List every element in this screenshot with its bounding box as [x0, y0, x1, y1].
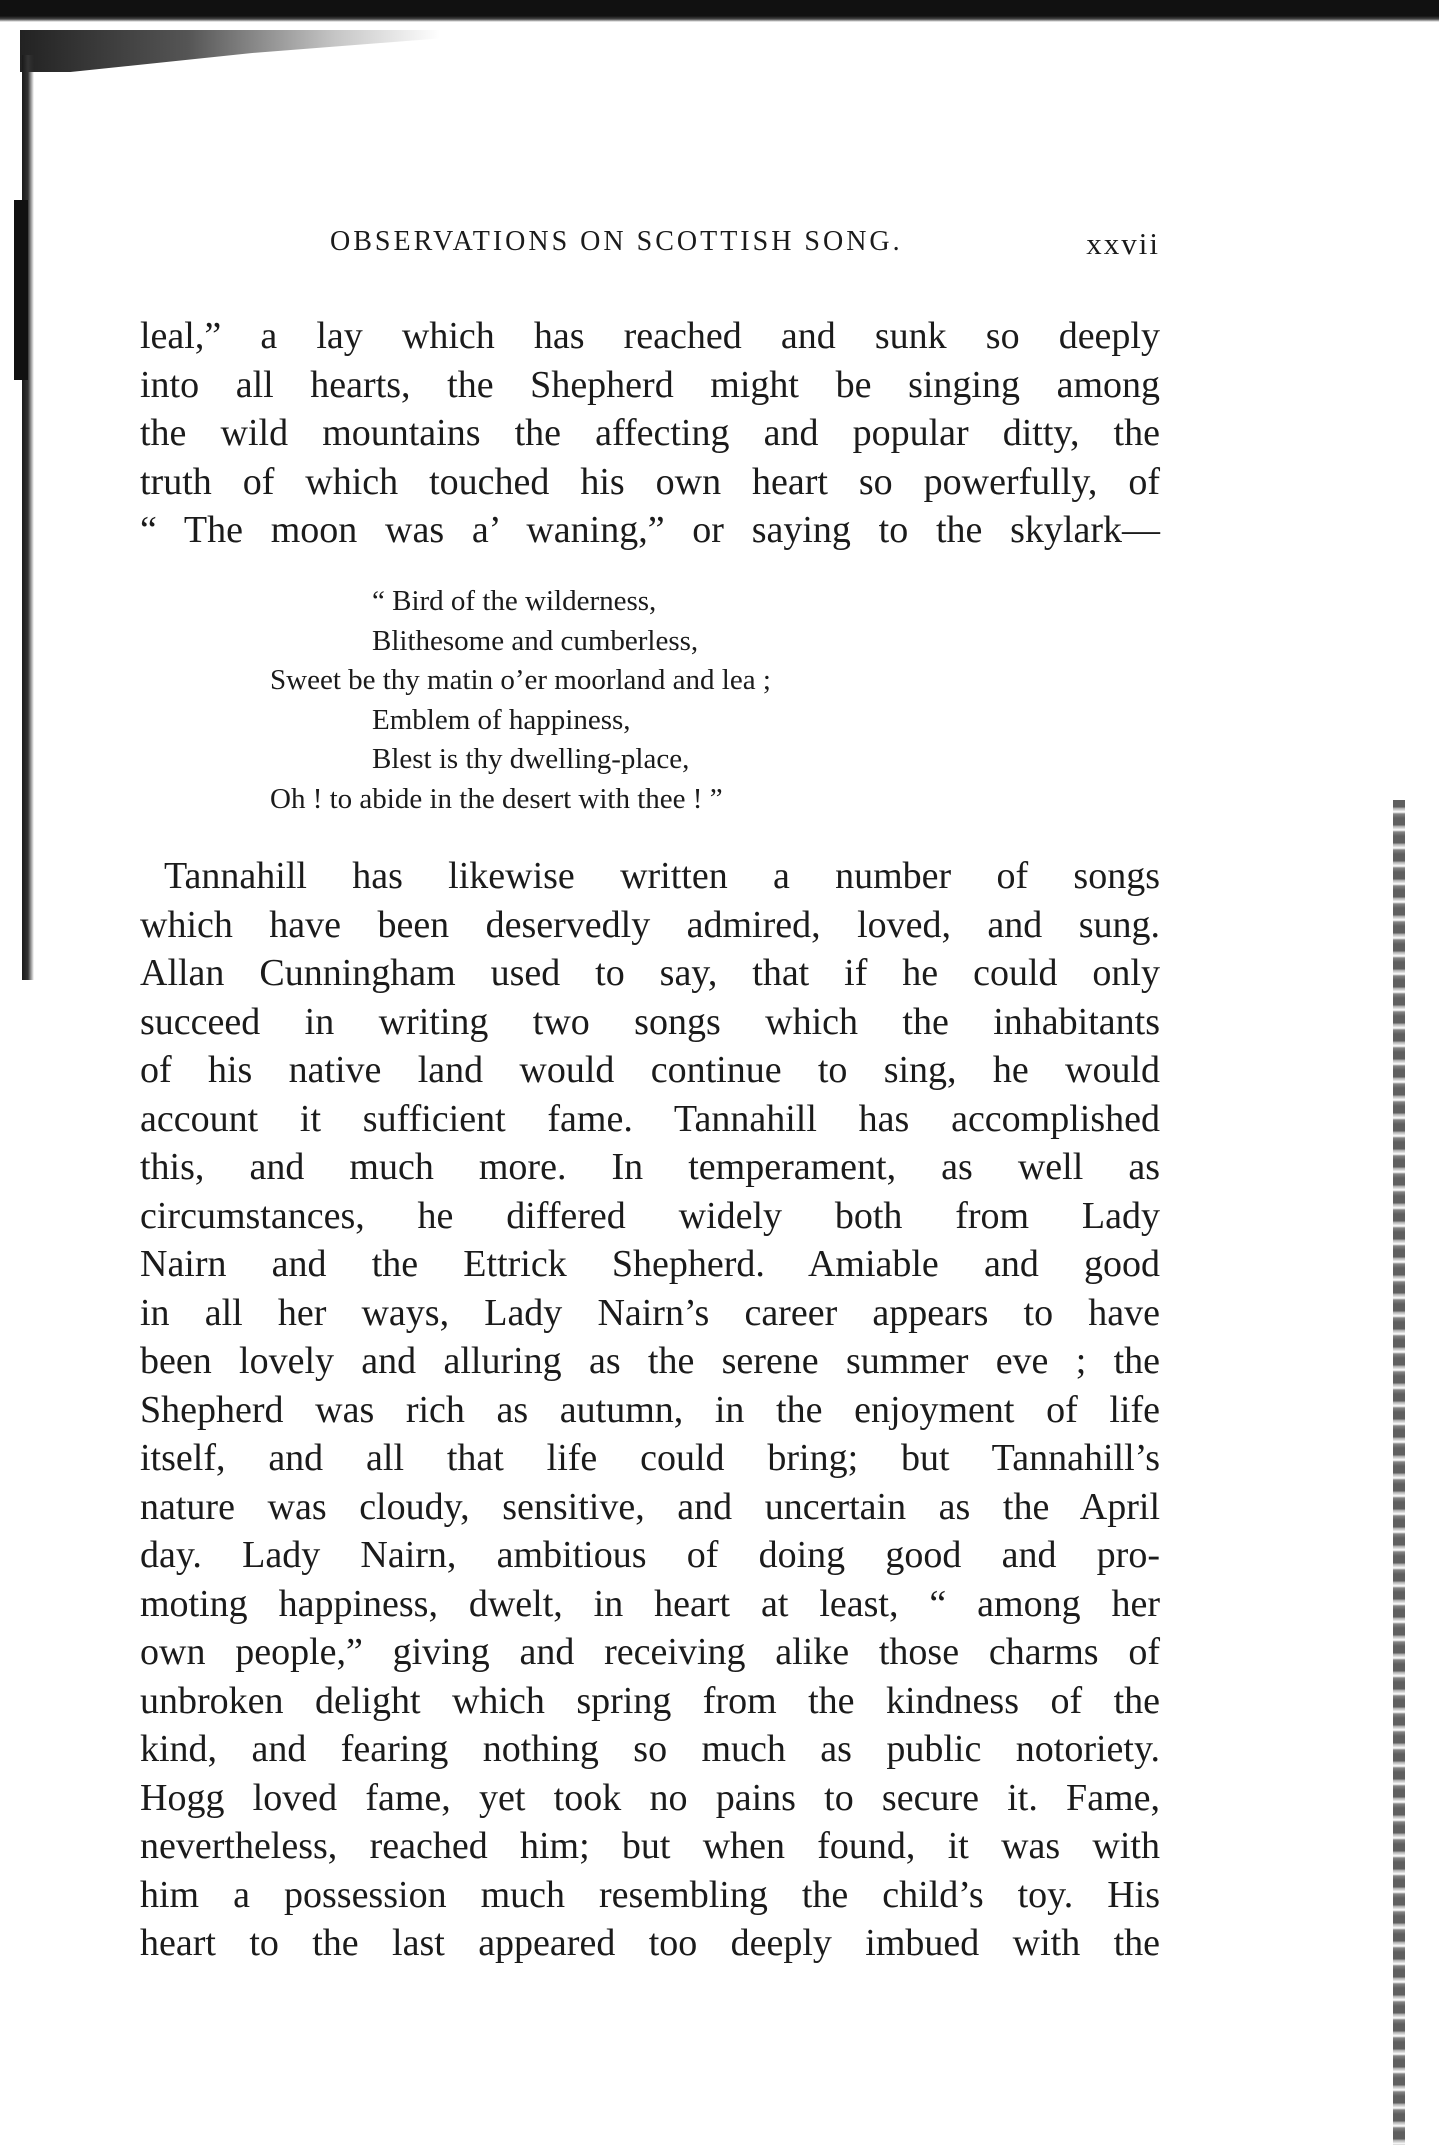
text-line: “ The moon was a’ waning,” or saying to the skylark— [140, 509, 1160, 551]
poem-quotation [270, 582, 970, 819]
scan-top-border [0, 0, 1439, 22]
text-line: nature was cloudy, sensitive, and uncertain as the April [140, 1485, 1160, 1528]
text-line: which have been deservedly admired, loved, and sung. [140, 903, 1160, 946]
poem-line: Blest is thy dwelling-place, [372, 743, 690, 775]
text-line: heart to the last appeared too deeply imbued with the [140, 1922, 1160, 1964]
text-line: Hogg loved fame, yet took no pains to secure it. Fame, [140, 1776, 1160, 1819]
text-line: Shepherd was rich as autumn, in the enjoyment of life [140, 1388, 1160, 1431]
text-line: in all her ways, Lady Nairn’s career appears to have [140, 1291, 1160, 1334]
text-line: circumstances, he differed widely both from Lady [140, 1194, 1160, 1237]
text-line: own people,” giving and receiving alike those charms of [140, 1631, 1160, 1673]
text-line: day. Lady Nairn, ambitious of doing good and pro- [140, 1534, 1160, 1576]
text-line: Nairn and the Ettrick Shepherd. Amiable and good [140, 1243, 1160, 1285]
text-line: this, and much more. In temperament, as well as [140, 1146, 1160, 1188]
paragraph-tannahill [140, 852, 1160, 1968]
text-line: unbroken delight which spring from the kindness of the [140, 1679, 1160, 1722]
text-line: nevertheless, reached him; but when found, it was with [140, 1825, 1160, 1867]
text-line: Tannahill has likewise written a number of songs [164, 855, 1160, 897]
text-line: been lovely and alluring as the serene summer eve ; the [140, 1340, 1160, 1382]
paragraph-continued [140, 312, 1160, 555]
running-head [330, 226, 1160, 266]
text-line: leal,” a lay which has reached and sunk so deeply [140, 315, 1160, 357]
poem-line: Oh ! to abide in the desert with thee ! ” [270, 782, 723, 815]
scan-ink-smudge [20, 30, 440, 72]
text-line: moting happiness, dwelt, in heart at least, “ among her [140, 1582, 1160, 1625]
text-line: Allan Cunningham used to say, that if he could only [140, 952, 1160, 994]
scan-left-border [22, 55, 34, 980]
text-line: of his native land would continue to sing, he would [140, 1049, 1160, 1091]
text-line: him a possession much resembling the child’s toy. His [140, 1873, 1160, 1916]
poem-line: “ Bird of the wilderness, [372, 585, 657, 617]
poem-line: Emblem of happiness, [372, 703, 631, 736]
text-line: the wild mountains the affecting and popular ditty, the [140, 412, 1160, 454]
running-head-title: OBSERVATIONS ON SCOTTISH SONG. [330, 226, 903, 257]
scan-left-shadow [14, 200, 28, 380]
text-line: itself, and all that life could bring; but Tannahill’s [140, 1437, 1160, 1479]
poem-line: Sweet be thy matin o’er moorland and lea ; [270, 664, 771, 696]
text-line: account it sufficient fame. Tannahill has accomplished [140, 1097, 1160, 1140]
text-line: kind, and fearing nothing so much as public notoriety. [140, 1728, 1160, 1770]
text-line: into all hearts, the Shepherd might be singing among [140, 363, 1160, 406]
poem-line: Blithesome and cumberless, [372, 624, 699, 657]
text-line: succeed in writing two songs which the inhabitants [140, 1000, 1160, 1043]
scan-right-border [1393, 800, 1405, 2145]
page-number: xxvii [1086, 226, 1160, 261]
text-line: truth of which touched his own heart so powerfully, of [140, 460, 1160, 503]
